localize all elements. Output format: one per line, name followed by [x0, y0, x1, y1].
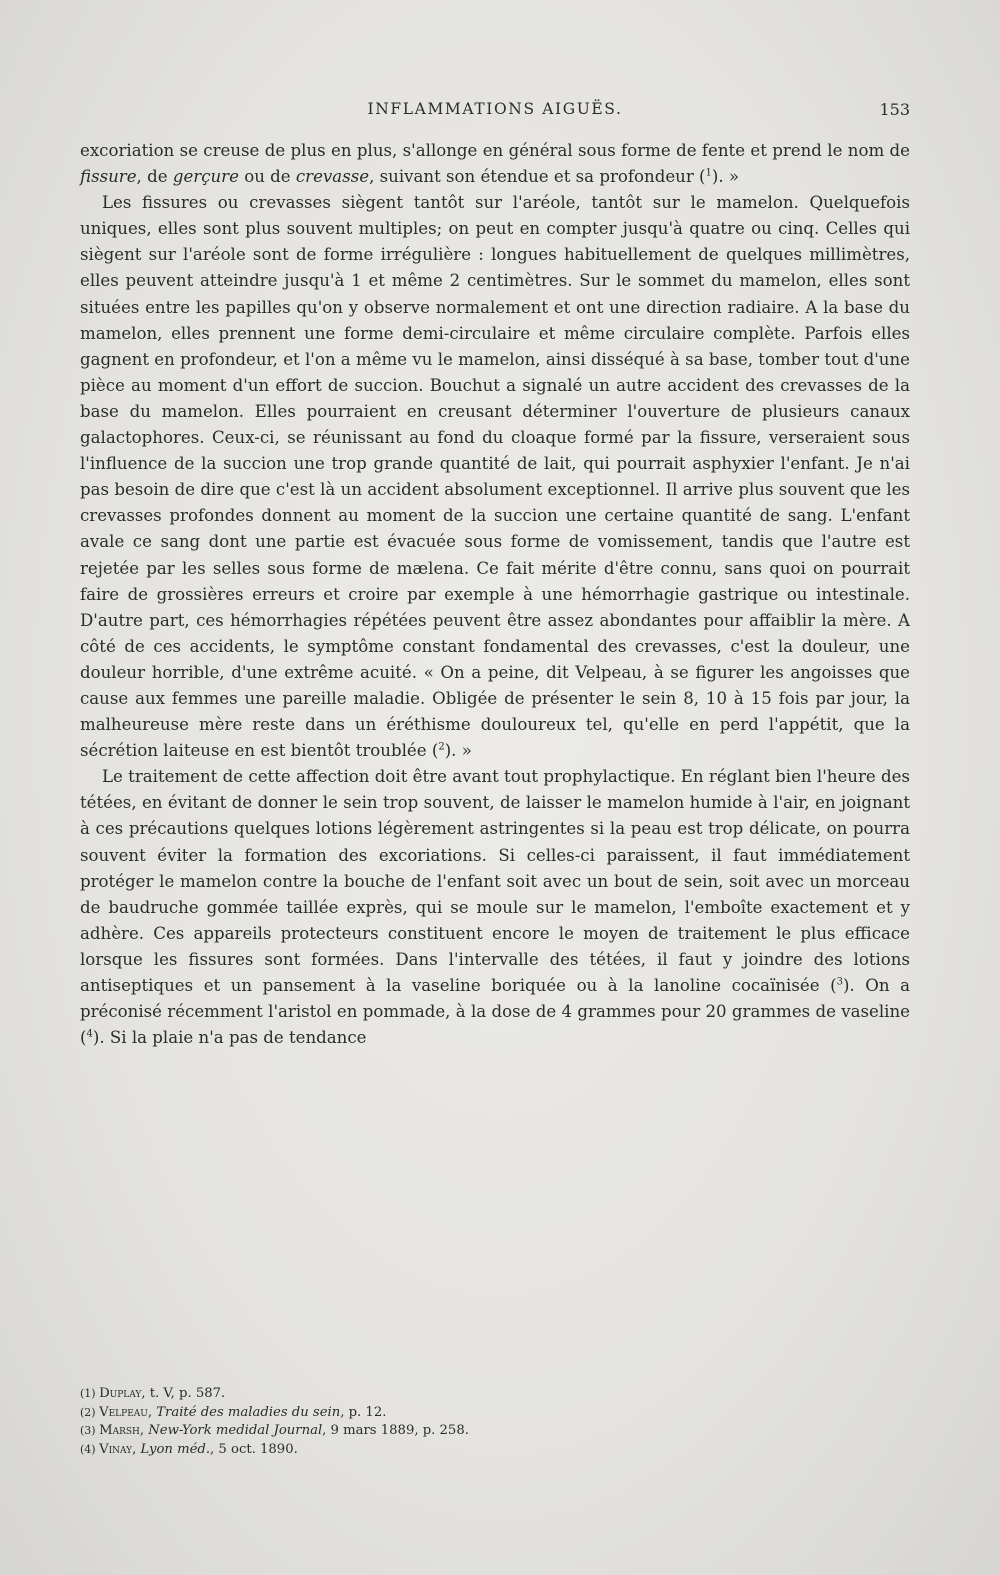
running-title: INFLAMMATIONS AIGUËS. — [367, 100, 623, 118]
footnote-author: Vinay — [99, 1441, 133, 1457]
italic-text: Lyon méd. — [140, 1441, 211, 1457]
text-run: Le traitement de cette affection doit être avant tout prophylactique. En réglant bien l'heure des tétées, en évitant de donner le sein trop souvent, de laisser le mamelon humide à l'air, en joignant à ces précautions quelques lotions légèrement astringentes si la peau est trop délicate, on pourra souvent éviter la formation des excoriations. Si celles-ci paraissent, il faut immédiatement protéger le mamelon contre la bouche de l'enfant soit avec un bout de sein, soit avec un morceau de baudruche gommée taillée exprès, qui se moule sur le mamelon, l'emboîte exactement et y adhère. Ces appareils protecteurs constituent encore le moyen de traitement le plus efficace lorsque les fissures sont formées. Dans l'intervalle des tétées, il faut y joindre des lotions antiseptiques et un pansement à la vaseline boriquée ou à la lanoline cocaïnisée ( — [80, 767, 910, 995]
text-run: ). Si la plaie n'a pas de tendance — [92, 1028, 367, 1048]
page-number: 153 — [879, 100, 910, 119]
text-run: , 9 mars 1889, p. 258. — [322, 1423, 469, 1439]
footnote — [80, 1441, 840, 1460]
italic-text: New-York medidal Journal — [148, 1423, 323, 1439]
italic-text: fissure — [80, 167, 137, 187]
text-run: , suivant son étendue et sa profondeur ( — [369, 167, 706, 187]
italic-text: crevasse — [295, 167, 370, 187]
footnote-ref: 2 — [438, 741, 445, 753]
footnote-author: Velpeau — [99, 1404, 148, 1420]
paragraph — [80, 138, 910, 190]
footnote-author: Duplay — [99, 1386, 142, 1401]
footnote-marker: (2) — [80, 1405, 100, 1419]
text-run: , p. 12. — [340, 1404, 387, 1420]
text-run: ). » — [711, 167, 740, 187]
text-run: , de — [136, 167, 173, 187]
text-run: ). On a préconisé récemment l'aristol en pommade, à la dose de 4 grammes pour 20 grammes de vaseline ( — [80, 976, 910, 1048]
footnote — [80, 1385, 840, 1404]
footnote — [80, 1422, 840, 1441]
text-run: , t. V, p. 587. — [141, 1386, 226, 1401]
footnote-ref: 3 — [836, 976, 843, 988]
footnote-ref: 1 — [705, 167, 712, 179]
text-run: Les fissures ou crevasses siègent tantôt sur l'aréole, tantôt sur le mamelon. Quelquefois uniques, elles sont plus souvent multiples; on peut en compter jusqu'à quatre ou cinq. Celles qui siègent sur l'aréole sont de forme irrégulière : longues habituellement de quelques millimètres, elles peuvent atteindre jusqu'à 1 et même 2 centimètres. Sur le sommet du mamelon, elles sont situées entre les papilles qu'on y observe normalement et ont une direction radiaire. A la base du mamelon, elles prennent une forme demi-circulaire et même circulaire complète. Parfois elles gagnent en profondeur, et l'on a même vu le mamelon, ainsi disséqué à sa base, tomber tout d'une pièce au moment d'un effort de succion. Bouchut a signalé un autre accident des crevasses de la base du mamelon. Elles pourraient en creusant déterminer l'ouverture de plusieurs canaux galactophores. Ceux-ci, se réunissant au fond du cloaque formé par la fissure, verseraient sous l'influence de la succion une trop grande quantité de lait, qui pourrait asphyxier l'enfant. Je n'ai pas besoin de dire que c'est là un accident absolument exceptionnel. Il arrive plus souvent que les crevasses profondes donnent au moment de la succion une certaine quantité de sang. L'enfant avale ce sang dont une partie est évacuée sous forme de vomissement, tandis que l'autre est rejetée par les selles sous forme de mælena. Ce fait mérite d'être connu, sans quoi on pourrait faire de grossières erreurs et croire par exemple à une hémorrhagie gastrique ou intestinale. D'autre part, ces hémorrhagies répétées peuvent être assez abondantes pour affaiblir la mère. A côté de ces accidents, le symptôme constant fondamental des crevasses, c'est la douleur, une douleur horrible, d'une extrême acuité. « On a peine, dit Velpeau, à se figurer les angoisses que cause aux femmes une pareille maladie. Obligée de présenter le sein 8, 10 à 15 fois par jour, la malheureuse mère reste dans un éréthisme douloureux tel, qu'elle en perd l'appétit, que la sécrétion laiteuse en est bientôt troublée ( — [80, 193, 910, 761]
footnote-author: Marsh — [99, 1423, 140, 1439]
footnote — [80, 1404, 840, 1423]
body-text — [80, 138, 910, 1051]
footnote-marker: (4) — [80, 1442, 100, 1456]
italic-text: Traité des maladies du sein — [156, 1404, 341, 1420]
text-run: ). » — [444, 741, 472, 761]
paragraph — [80, 764, 910, 1051]
italic-text: gerçure — [172, 167, 239, 187]
text-run: ou de — [238, 167, 296, 187]
text-run: , — [147, 1404, 157, 1420]
footnote-ref: 4 — [86, 1028, 93, 1040]
text-run: , — [139, 1423, 149, 1439]
text-run: excoriation se creuse de plus en plus, s'allonge en général sous forme de fente et prend le nom de — [80, 141, 910, 160]
footnote-marker: (1) — [80, 1387, 100, 1400]
text-run: , 5 oct. 1890. — [210, 1441, 298, 1457]
footnotes — [80, 1385, 840, 1459]
page-header — [80, 100, 910, 124]
paragraph — [80, 190, 910, 764]
text-run: , — [132, 1441, 141, 1457]
footnote-marker: (3) — [80, 1424, 100, 1438]
